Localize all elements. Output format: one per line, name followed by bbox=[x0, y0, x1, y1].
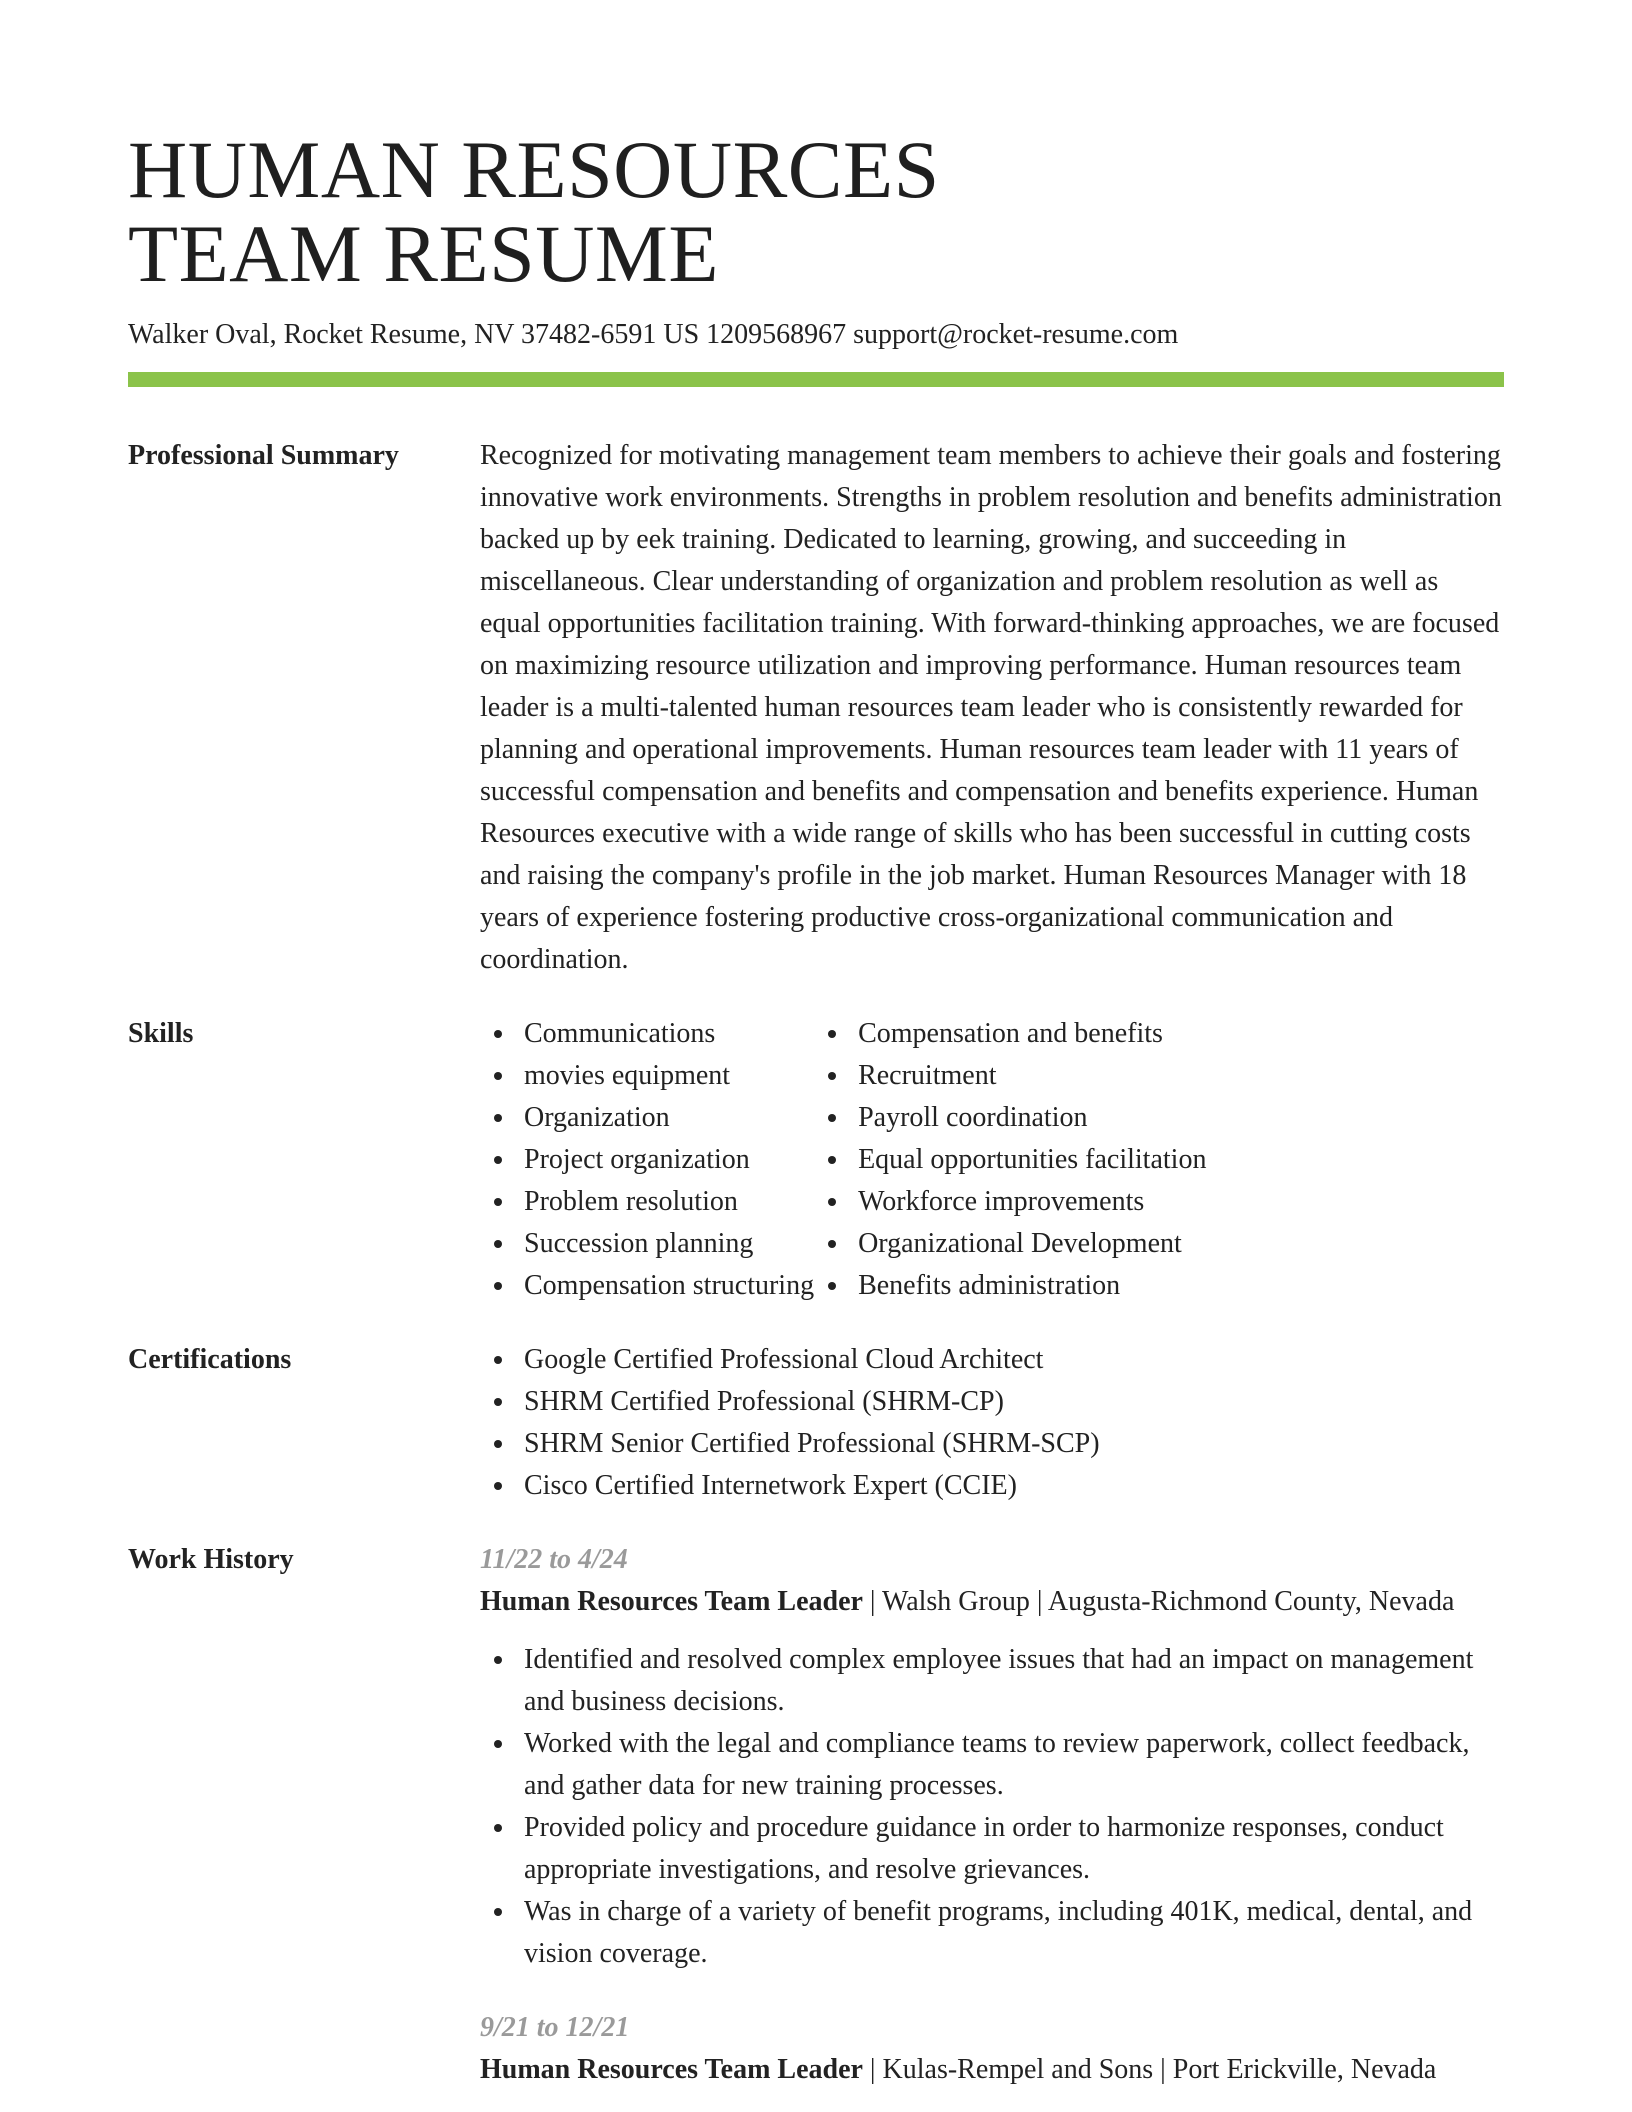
certifications-section bbox=[128, 1339, 1504, 1507]
job-bullet: Was in charge of a variety of benefit programs, including 401K, medical, dental, and vision coverage. bbox=[480, 1891, 1504, 1975]
skill-item: Organization bbox=[480, 1097, 814, 1139]
skills-section bbox=[128, 1013, 1504, 1307]
skill-item: Recruitment bbox=[814, 1055, 1206, 1097]
accent-divider bbox=[128, 372, 1504, 387]
skill-item: Compensation and benefits bbox=[814, 1013, 1206, 1055]
resume-title bbox=[128, 124, 1504, 299]
job-bullets bbox=[480, 1639, 1504, 1975]
skills-columns bbox=[480, 1013, 1504, 1307]
certification-item: Google Certified Professional Cloud Architect bbox=[480, 1339, 1504, 1381]
certifications-list bbox=[480, 1339, 1504, 1507]
job-details: | Walsh Group | Augusta-Richmond County, Nevada bbox=[862, 1586, 1455, 1617]
skills-column-1 bbox=[480, 1013, 814, 1307]
skill-item: movies equipment bbox=[480, 1055, 814, 1097]
job-title: Human Resources Team Leader bbox=[480, 2054, 863, 2085]
job-title: Human Resources Team Leader bbox=[480, 1586, 863, 1617]
skill-item: Workforce improvements bbox=[814, 1181, 1206, 1223]
skill-item: Benefits administration bbox=[814, 1265, 1206, 1307]
skill-item: Project organization bbox=[480, 1139, 814, 1181]
job-bullet: Worked with the legal and compliance teams to review paperwork, collect feedback, and gather data for new training processes. bbox=[480, 1723, 1504, 1807]
summary-text: Recognized for motivating management team members to achieve their goals and fostering innovative work environments. Strengths in problem resolution and benefits administration backed up by eek training. Dedicated to learning, growing, and succeeding in miscellaneous. Clear understanding of organization and problem resolution as well as equal opportunities facilitation training. With forward-thinking approaches, we are focused on maximizing resource utilization and improving performance. Human resources team leader is a multi-talented human resources team leader who is consistently rewarded for planning and operational improvements. Human resources team leader with 11 years of successful compensation and benefits and compensation and benefits experience. Human Resources executive with a wide range of skills who has been successful in cutting costs and raising the company's profile in the job market. Human Resources Manager with 18 years of experience fostering productive cross-organizational communication and coordination. bbox=[480, 440, 1502, 975]
summary-heading: Professional Summary bbox=[128, 440, 399, 471]
contact-line: Walker Oval, Rocket Resume, NV 37482-6591 US 1209568967 support@rocket-resume.com bbox=[128, 319, 1179, 350]
job-bullet: Identified and resolved complex employee issues that had an impact on management and business decisions. bbox=[480, 1639, 1504, 1723]
resume-page bbox=[128, 124, 1504, 2091]
skill-item: Payroll coordination bbox=[814, 1097, 1206, 1139]
job-details: | Kulas-Rempel and Sons | Port Erickville, Nevada bbox=[862, 2054, 1437, 2085]
title-line-2: TEAM RESUME bbox=[128, 208, 719, 299]
skills-heading: Skills bbox=[128, 1018, 194, 1049]
job-dates: 11/22 to 4/24 bbox=[480, 1544, 628, 1575]
skill-item: Equal opportunities facilitation bbox=[814, 1139, 1206, 1181]
certifications-body bbox=[480, 1339, 1504, 1507]
job-entry bbox=[480, 2007, 1504, 2091]
skill-item: Compensation structuring bbox=[480, 1265, 814, 1307]
job-entry bbox=[480, 1539, 1504, 1975]
job-header bbox=[480, 1581, 1504, 1623]
title-line-1: HUMAN RESOURCES bbox=[128, 124, 940, 215]
summary-section bbox=[128, 435, 1504, 981]
work-history-heading: Work History bbox=[128, 1544, 294, 1575]
skills-column-2 bbox=[814, 1013, 1206, 1307]
work-history-body bbox=[480, 1539, 1504, 2091]
certification-item: SHRM Senior Certified Professional (SHRM-SCP) bbox=[480, 1423, 1504, 1465]
skill-item: Succession planning bbox=[480, 1223, 814, 1265]
job-header bbox=[480, 2049, 1504, 2091]
work-history-section bbox=[128, 1539, 1504, 2091]
certifications-heading: Certifications bbox=[128, 1344, 292, 1375]
certification-item: Cisco Certified Internetwork Expert (CCIE) bbox=[480, 1465, 1504, 1507]
certification-item: SHRM Certified Professional (SHRM-CP) bbox=[480, 1381, 1504, 1423]
skill-item: Organizational Development bbox=[814, 1223, 1206, 1265]
job-dates: 9/21 to 12/21 bbox=[480, 2012, 630, 2043]
skill-item: Communications bbox=[480, 1013, 814, 1055]
job-bullet: Provided policy and procedure guidance in order to harmonize responses, conduct appropriate investigations, and resolve grievances. bbox=[480, 1807, 1504, 1891]
skill-item: Problem resolution bbox=[480, 1181, 814, 1223]
